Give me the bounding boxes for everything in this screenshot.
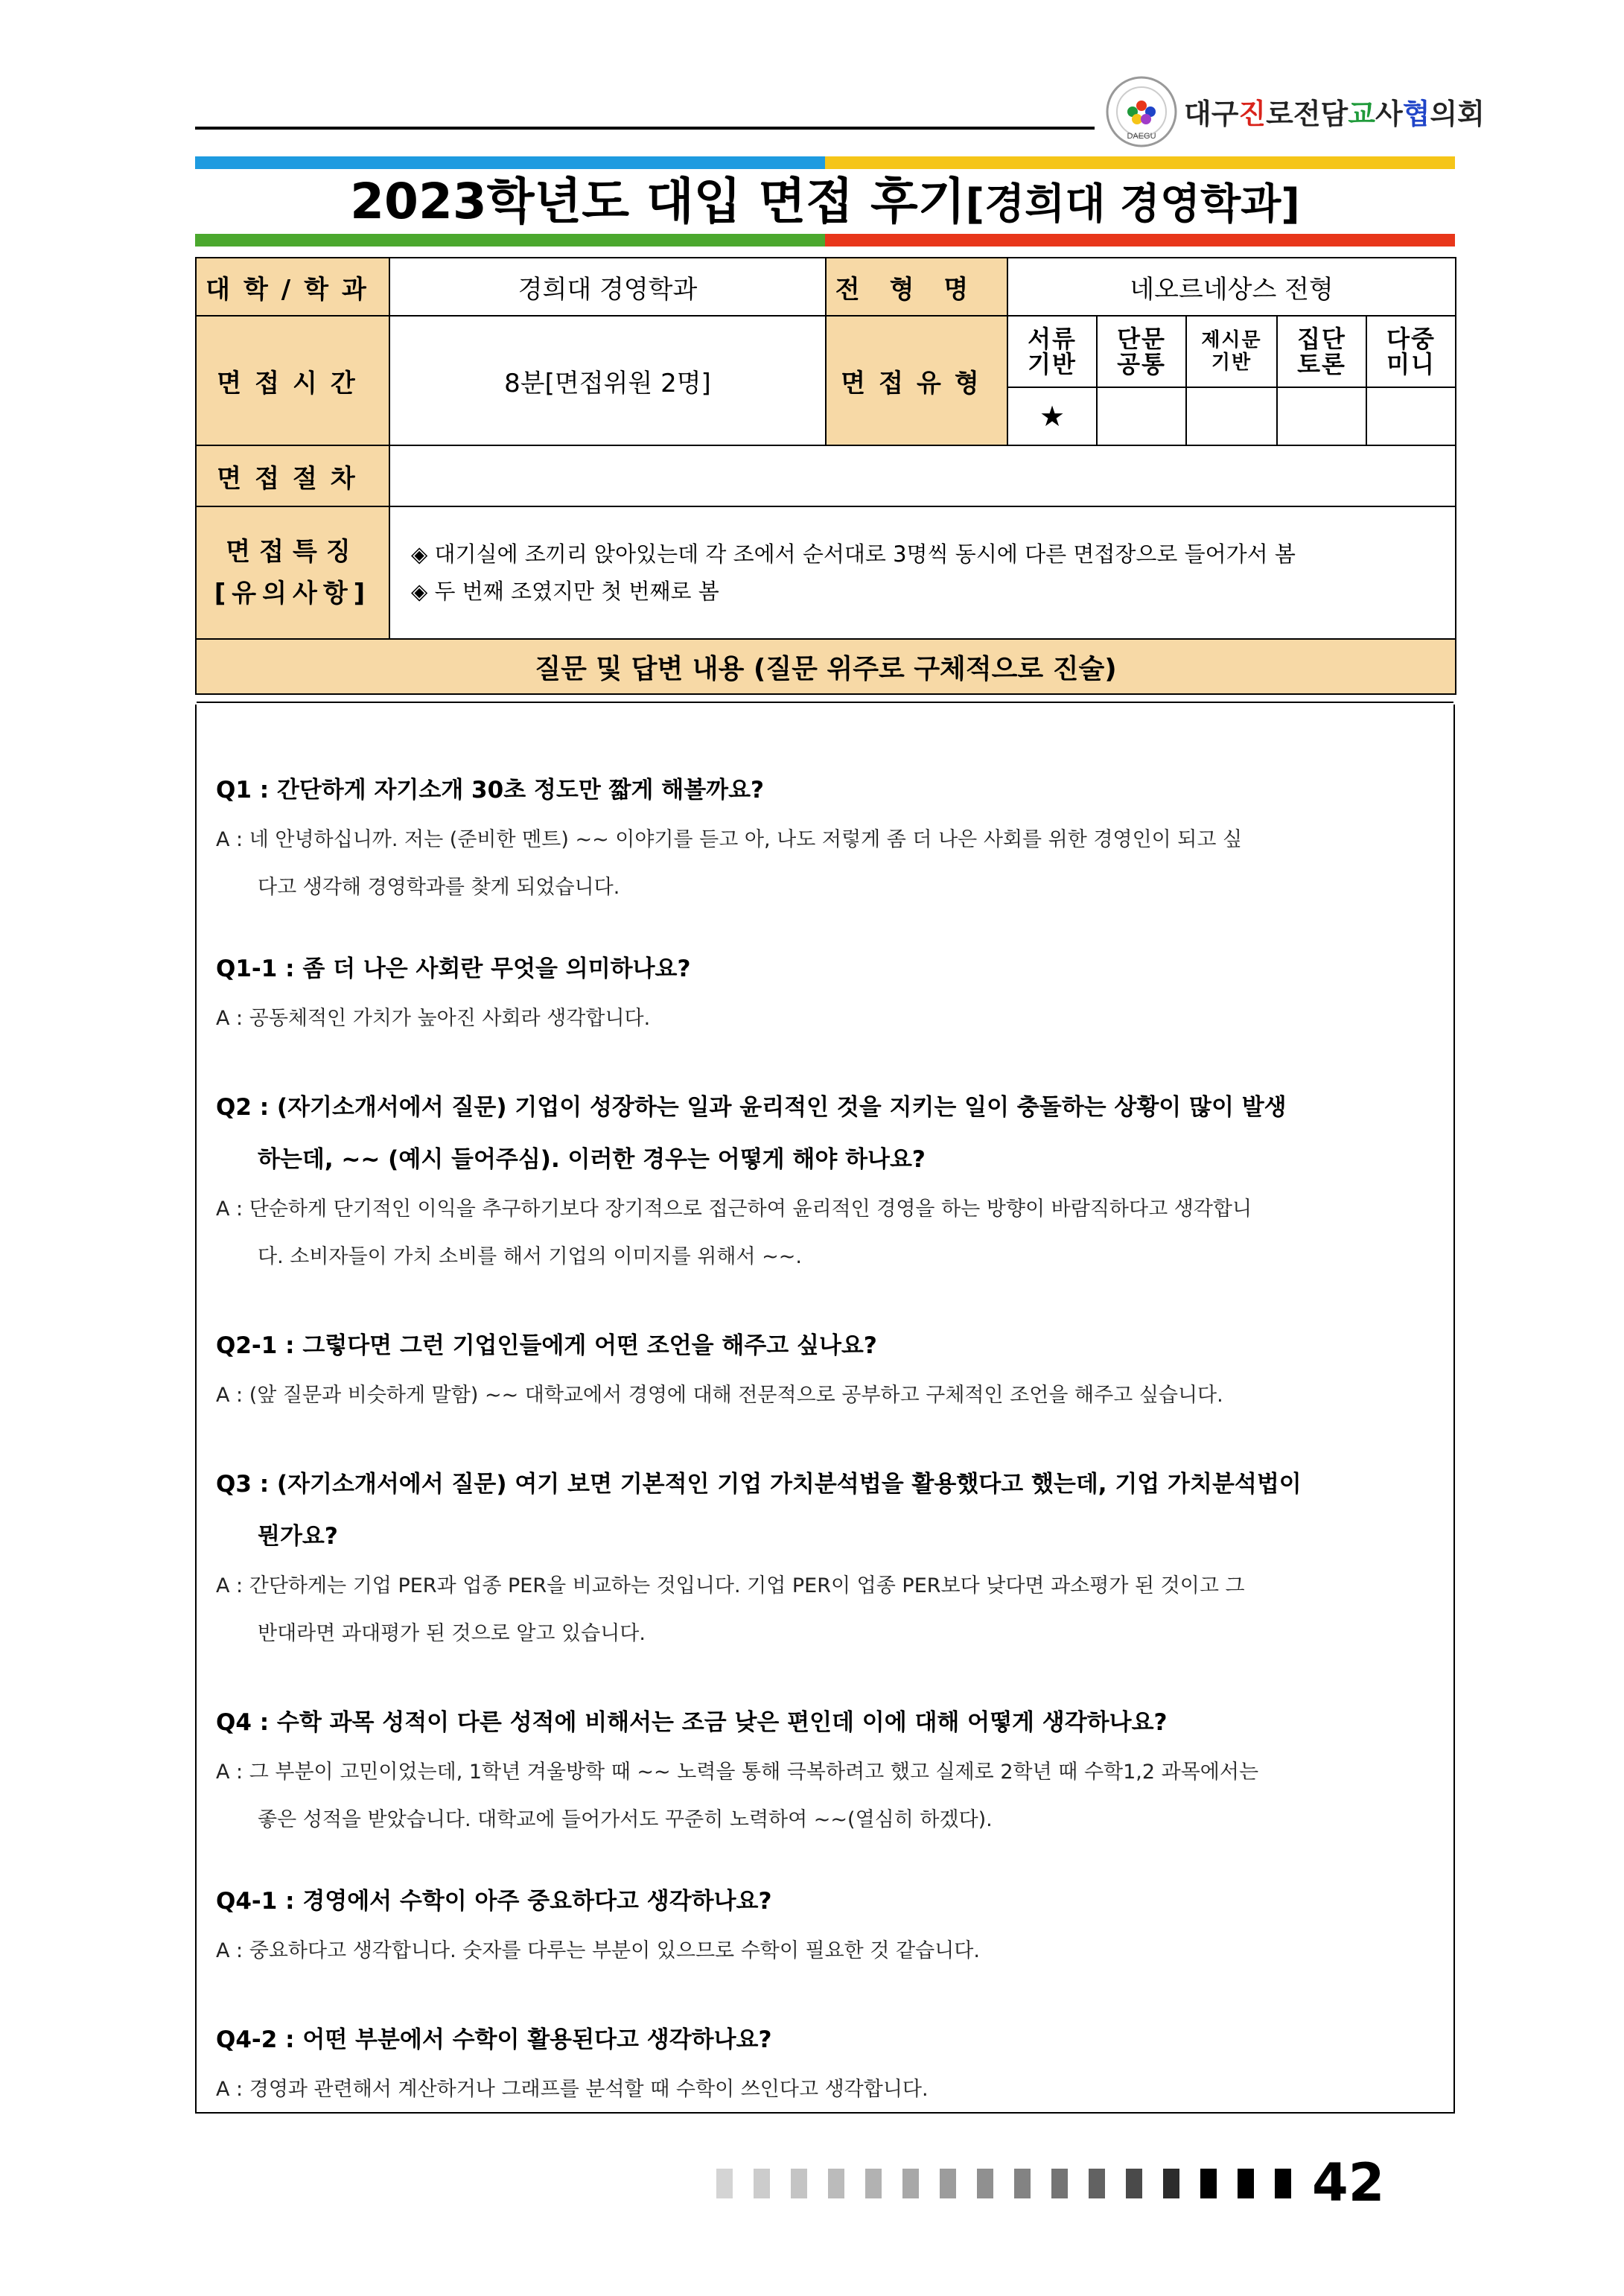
logo-label: DAEGU: [1127, 132, 1156, 141]
interview-kind-label: 면접유형: [826, 316, 1007, 445]
qa-item: [216, 1458, 1437, 1658]
title-bar-top-left: [195, 156, 825, 169]
footer-square: [1051, 2169, 1068, 2198]
kind-multiple-mini-mark: [1366, 387, 1456, 445]
footer-square: [1275, 2169, 1291, 2198]
question: Q4 : 수학 과목 성적이 다른 성적에 비해서는 조금 낮은 편인데 이에 대해 어떻게 생각하나요?: [216, 1709, 1168, 1736]
question: 뭔가요?: [258, 1523, 338, 1550]
question: Q4-2 : 어떤 부분에서 수학이 활용된다고 생각하나요?: [216, 2026, 772, 2053]
qa-item: [216, 1696, 1437, 1844]
answer: 반대라면 과대평가 된 것으로 알고 있습니다.: [258, 1622, 646, 1645]
question: Q2-1 : 그렇다면 그런 기업인들에게 어떤 조언을 해주고 싶나요?: [216, 1332, 877, 1359]
procedure-value: [389, 445, 1456, 506]
footer-square: [902, 2169, 919, 2198]
qa-item: [216, 764, 1437, 912]
question: Q3 : (자기소개서에서 질문) 여기 보면 기본적인 기업 가치분석법을 활용했다고 했는데, 기업 가치분석법이: [216, 1471, 1302, 1498]
footer-square: [940, 2169, 956, 2198]
footer-square: [716, 2169, 733, 2198]
admission-type-label: 전형명: [826, 258, 1007, 316]
page-number: 42: [1312, 2152, 1385, 2213]
kind-passage: 제시문 기반: [1186, 316, 1277, 387]
answer: A : (앞 질문과 비슷하게 말함) ~~ 대학교에서 경영에 대해 전문적으로 공부하고 구체적인 조언을 해주고 싶습니다.: [216, 1384, 1223, 1407]
qa-section-header: 질문 및 답변 내용 (질문 위주로 구체적으로 진술): [196, 639, 1456, 694]
footer-square: [1089, 2169, 1105, 2198]
kind-document-mark: ★: [1007, 387, 1097, 445]
answer: 좋은 성적을 받았습니다. 대학교에 들어가서도 꾸준히 노력하여 ~~(열심히 하겠다).: [258, 1808, 993, 1831]
univ-label: 대학/학과: [196, 258, 389, 316]
title-bar-top-right: [825, 156, 1455, 169]
question: Q4-1 : 경영에서 수학이 아주 중요하다고 생각하나요?: [216, 1888, 772, 1915]
feature-item: ◈ 두 번째 조였지만 첫 번째로 봄: [411, 579, 719, 604]
kind-short-common-mark: [1097, 387, 1186, 445]
feature-list: [389, 506, 1456, 639]
question: Q1 : 간단하게 자기소개 30초 정도만 짧게 해볼까요?: [216, 777, 765, 804]
interview-time-value: 8분[면접위원 2명]: [389, 316, 826, 445]
qa-item: [216, 943, 1437, 1043]
qa-item: [216, 2014, 1437, 2114]
answer: 다고 생각해 경영학과를 찾게 되었습니다.: [258, 876, 620, 899]
answer: 다. 소비자들이 가치 소비를 해서 기업의 이미지를 위해서 ~~.: [258, 1245, 802, 1268]
footer-square: [1014, 2169, 1031, 2198]
header-rule: [195, 127, 1095, 130]
qa-item: [216, 1081, 1437, 1281]
footer-square: [754, 2169, 770, 2198]
footer-square: [828, 2169, 844, 2198]
qa-item: [216, 1320, 1437, 1419]
univ-value: 경희대 경영학과: [389, 258, 826, 316]
footer-square: [1163, 2169, 1179, 2198]
footer-square: [1238, 2169, 1254, 2198]
kind-group-discussion-mark: [1277, 387, 1366, 445]
footer-square: [865, 2169, 882, 2198]
council-logo-icon: [1104, 74, 1179, 149]
title-bar-bottom-right: [825, 234, 1455, 247]
feature-item: ◈ 대기실에 조끼리 앉아있는데 각 조에서 순서대로 3명씩 동시에 다른 면접장으로 들어가서 봄: [411, 541, 1296, 567]
footer-square: [977, 2169, 993, 2198]
question: Q2 : (자기소개서에서 질문) 기업이 성장하는 일과 윤리적인 것을 지키는 일이 충돌하는 상황이 많이 발생: [216, 1094, 1287, 1121]
answer: A : 간단하게는 기업 PER과 업종 PER을 비교하는 것입니다. 기업 PER이 업종 PER보다 낮다면 과소평가 된 것이고 그: [216, 1574, 1245, 1597]
answer: A : 네 안녕하십니까. 저는 (준비한 멘트) ~~ 이야기를 듣고 아, 나도 저렇게 좀 더 나은 사회를 위한 경영인이 되고 싶: [216, 828, 1243, 851]
procedure-label: 면접절차: [196, 445, 389, 506]
footer-square: [1200, 2169, 1217, 2198]
footer-square: [1126, 2169, 1142, 2198]
question: Q1-1 : 좀 더 나은 사회란 무엇을 의미하나요?: [216, 955, 691, 982]
organization-name: 대구진로전담교사협의회: [1184, 98, 1485, 130]
kind-passage-mark: [1186, 387, 1277, 445]
answer: A : 경영과 관련해서 계산하거나 그래프를 분석할 때 수학이 쓰인다고 생각합니다.: [216, 2078, 929, 2101]
qa-item: [216, 1875, 1437, 1975]
answer: A : 단순하게 단기적인 이익을 추구하기보다 장기적으로 접근하여 윤리적인 경영을 하는 방향이 바람직하다고 생각합니: [216, 1198, 1252, 1221]
answer: A : 중요하다고 생각합니다. 숫자를 다루는 부분이 있으므로 수학이 필요한 것 같습니다.: [216, 1939, 980, 1962]
admission-type-value: 네오르네상스 전형: [1007, 258, 1456, 316]
kind-multiple-mini: 다중 미니: [1366, 316, 1456, 387]
feature-label: 면접특징 [유의사항]: [196, 506, 389, 639]
title-bar-bottom-left: [195, 234, 825, 247]
interview-info-table: [195, 257, 1456, 695]
question: 하는데, ~~ (예시 들어주심). 이러한 경우는 어떻게 해야 하나요?: [258, 1146, 926, 1173]
footer-square: [791, 2169, 807, 2198]
header-double-rule: [197, 702, 1453, 703]
answer: A : 공동체적인 가치가 높아진 사회라 생각합니다.: [216, 1007, 651, 1030]
page-title: 2023학년도 대입 면접 후기[경희대 경영학과]: [350, 173, 1300, 230]
kind-group-discussion: 집단 토론: [1277, 316, 1366, 387]
interview-time-label: 면접시간: [196, 316, 389, 445]
kind-short-common: 단문 공통: [1097, 316, 1186, 387]
kind-document: 서류 기반: [1007, 316, 1097, 387]
answer: A : 그 부분이 고민이었는데, 1학년 겨울방학 때 ~~ 노력을 통해 극복하려고 했고 실제로 2학년 때 수학1,2 과목에서는: [216, 1761, 1259, 1784]
